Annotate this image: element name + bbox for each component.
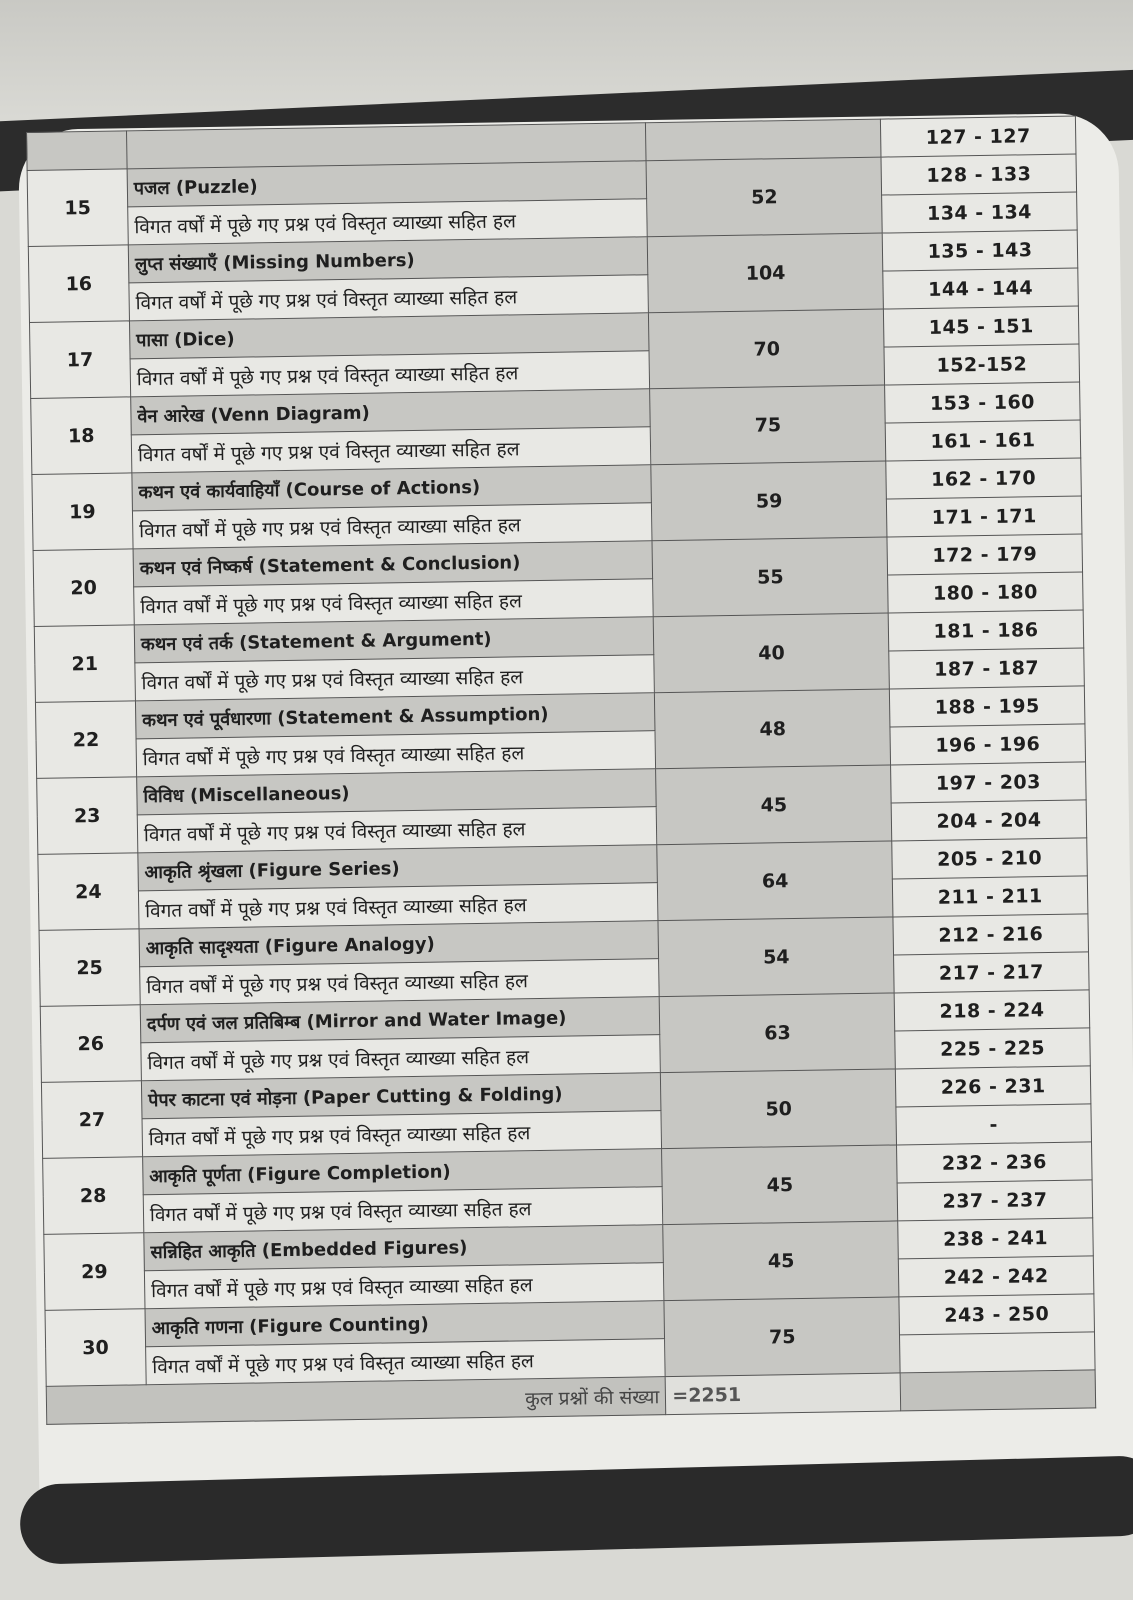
page-range: 232 - 236 [897, 1142, 1092, 1183]
chapter-subtitle: विगत वर्षों में पूछे गए प्रश्न एवं विस्तृत व्याख्या सहित हल [136, 731, 656, 777]
chapter-title: आकृति पूर्णता (Figure Completion) [143, 1149, 663, 1195]
question-count: 54 [658, 917, 894, 997]
chapter-subtitle: विगत वर्षों में पूछे गए प्रश्न एवं विस्तृत व्याख्या सहित हल [146, 1339, 666, 1385]
page-range: 128 - 133 [881, 154, 1076, 195]
page-range: 211 - 211 [892, 876, 1087, 917]
page-range: 237 - 237 [897, 1180, 1092, 1221]
question-count: 70 [649, 309, 885, 389]
question-count: 75 [650, 385, 886, 465]
chapter-number: 15 [27, 169, 128, 247]
contents-table [26, 116, 1096, 1425]
chapter-number: 23 [37, 777, 138, 855]
chapter-subtitle: विगत वर्षों में पूछे गए प्रश्न एवं विस्तृत व्याख्या सहित हल [141, 1035, 661, 1081]
empty-cell [646, 119, 881, 161]
chapter-title: पजल (Puzzle) [127, 161, 647, 207]
chapter-subtitle: विगत वर्षों में पूछे गए प्रश्न एवं विस्तृत व्याख्या सहित हल [137, 807, 657, 853]
chapter-subtitle: विगत वर्षों में पूछे गए प्रश्न एवं विस्तृत व्याख्या सहित हल [143, 1187, 663, 1233]
chapter-subtitle: विगत वर्षों में पूछे गए प्रश्न एवं विस्तृत व्याख्या सहित हल [128, 199, 648, 245]
chapter-subtitle: विगत वर्षों में पूछे गए प्रश्न एवं विस्तृत व्याख्या सहित हल [130, 351, 650, 397]
page-range: 217 - 217 [894, 952, 1089, 993]
question-count: 75 [664, 1297, 900, 1377]
chapter-title: कथन एवं पूर्वधारणा (Statement & Assumption) [135, 693, 655, 739]
chapter-title: कथन एवं तर्क (Statement & Argument) [134, 617, 654, 663]
chapter-title: दर्पण एवं जल प्रतिबिम्ब (Mirror and Water Image) [140, 997, 660, 1043]
page-range: 242 - 242 [898, 1256, 1093, 1297]
chapter-subtitle: विगत वर्षों में पूछे गए प्रश्न एवं विस्तृत व्याख्या सहित हल [129, 275, 649, 321]
chapter-title: पासा (Dice) [129, 313, 649, 359]
page-range: 134 - 134 [882, 192, 1077, 233]
page-range: 127 - 127 [881, 116, 1076, 157]
page-range: 162 - 170 [886, 458, 1081, 499]
page-range: 187 - 187 [889, 648, 1084, 689]
chapter-title: कथन एवं कार्यवाहियाँ (Course of Actions) [132, 465, 652, 511]
page-range: 188 - 195 [890, 686, 1085, 727]
chapter-title: आकृति गणना (Figure Counting) [145, 1301, 665, 1347]
total-label: कुल प्रश्नों की संख्या [46, 1377, 666, 1425]
question-count: 50 [661, 1069, 897, 1149]
chapter-title: वेन आरेख (Venn Diagram) [131, 389, 651, 435]
chapter-number: 29 [44, 1233, 145, 1311]
chapter-number: 19 [32, 473, 133, 551]
page-range: 144 - 144 [883, 268, 1078, 309]
question-count: 40 [654, 613, 890, 693]
page-range [900, 1332, 1095, 1373]
page-range: 197 - 203 [891, 762, 1086, 803]
page-range: 171 - 171 [887, 496, 1082, 537]
page-range: 225 - 225 [895, 1028, 1090, 1069]
question-count: 45 [662, 1145, 898, 1225]
empty-cell [27, 131, 127, 171]
page-range: 243 - 250 [899, 1294, 1094, 1335]
chapter-title: लुप्त संख्याएँ (Missing Numbers) [128, 237, 648, 283]
question-count: 55 [652, 537, 888, 617]
chapter-number: 20 [33, 549, 134, 627]
page-range: 196 - 196 [890, 724, 1085, 765]
page-range: 153 - 160 [885, 382, 1080, 423]
chapter-number: 30 [45, 1309, 146, 1387]
question-count: 45 [663, 1221, 899, 1301]
chapter-title: आकृति सादृश्यता (Figure Analogy) [139, 921, 659, 967]
question-count: 59 [651, 461, 887, 541]
chapter-number: 22 [35, 701, 136, 779]
chapter-subtitle: विगत वर्षों में पूछे गए प्रश्न एवं विस्तृत व्याख्या सहित हल [132, 503, 652, 549]
chapter-subtitle: विगत वर्षों में पूछे गए प्रश्न एवं विस्तृत व्याख्या सहित हल [142, 1111, 662, 1157]
total-value: =2251 [666, 1373, 901, 1415]
chapter-number: 24 [38, 853, 139, 931]
question-count: 64 [657, 841, 893, 921]
page-range: 161 - 161 [885, 420, 1080, 461]
page-range: 212 - 216 [893, 914, 1088, 955]
question-count: 63 [660, 993, 896, 1073]
page-range: 145 - 151 [884, 306, 1079, 347]
page-range: - [896, 1104, 1091, 1145]
chapter-number: 25 [39, 929, 140, 1007]
chapter-title: विविध (Miscellaneous) [137, 769, 657, 815]
question-count: 52 [646, 157, 882, 237]
page-range: 205 - 210 [892, 838, 1087, 879]
chapter-subtitle: विगत वर्षों में पूछे गए प्रश्न एवं विस्तृत व्याख्या सहित हल [140, 959, 660, 1005]
question-count: 48 [655, 689, 891, 769]
chapter-subtitle: विगत वर्षों में पूछे गए प्रश्न एवं विस्तृत व्याख्या सहित हल [135, 655, 655, 701]
chapter-number: 17 [29, 321, 130, 399]
chapter-number: 21 [34, 625, 135, 703]
page-range: 172 - 179 [887, 534, 1082, 575]
chapter-number: 27 [41, 1081, 142, 1159]
chapter-title: आकृति श्रृंखला (Figure Series) [138, 845, 658, 891]
chapter-number: 26 [40, 1005, 141, 1083]
chapter-title: पेपर काटना एवं मोड़ना (Paper Cutting & Folding) [141, 1073, 661, 1119]
chapter-subtitle: विगत वर्षों में पूछे गए प्रश्न एवं विस्तृत व्याख्या सहित हल [134, 579, 654, 625]
page-range: 181 - 186 [888, 610, 1083, 651]
page-range: 180 - 180 [888, 572, 1083, 613]
page-range: 204 - 204 [891, 800, 1086, 841]
page-range: 218 - 224 [894, 990, 1089, 1031]
chapter-title: कथन एवं निष्कर्ष (Statement & Conclusion) [133, 541, 653, 587]
chapter-subtitle: विगत वर्षों में पूछे गए प्रश्न एवं विस्तृत व्याख्या सहित हल [144, 1263, 664, 1309]
page-range: 152-152 [884, 344, 1079, 385]
page-range: 238 - 241 [898, 1218, 1093, 1259]
question-count: 104 [648, 233, 884, 313]
chapter-number: 18 [31, 397, 132, 475]
chapter-number: 28 [43, 1157, 144, 1235]
page-range: 226 - 231 [895, 1066, 1090, 1107]
chapter-number: 16 [28, 245, 129, 323]
page-range: 135 - 143 [882, 230, 1077, 271]
empty-cell [900, 1370, 1095, 1411]
chapter-title: सन्निहित आकृति (Embedded Figures) [144, 1225, 664, 1271]
question-count: 45 [656, 765, 892, 845]
chapter-subtitle: विगत वर्षों में पूछे गए प्रश्न एवं विस्तृत व्याख्या सहित हल [131, 427, 651, 473]
chapter-subtitle: विगत वर्षों में पूछे गए प्रश्न एवं विस्तृत व्याख्या सहित हल [138, 883, 658, 929]
